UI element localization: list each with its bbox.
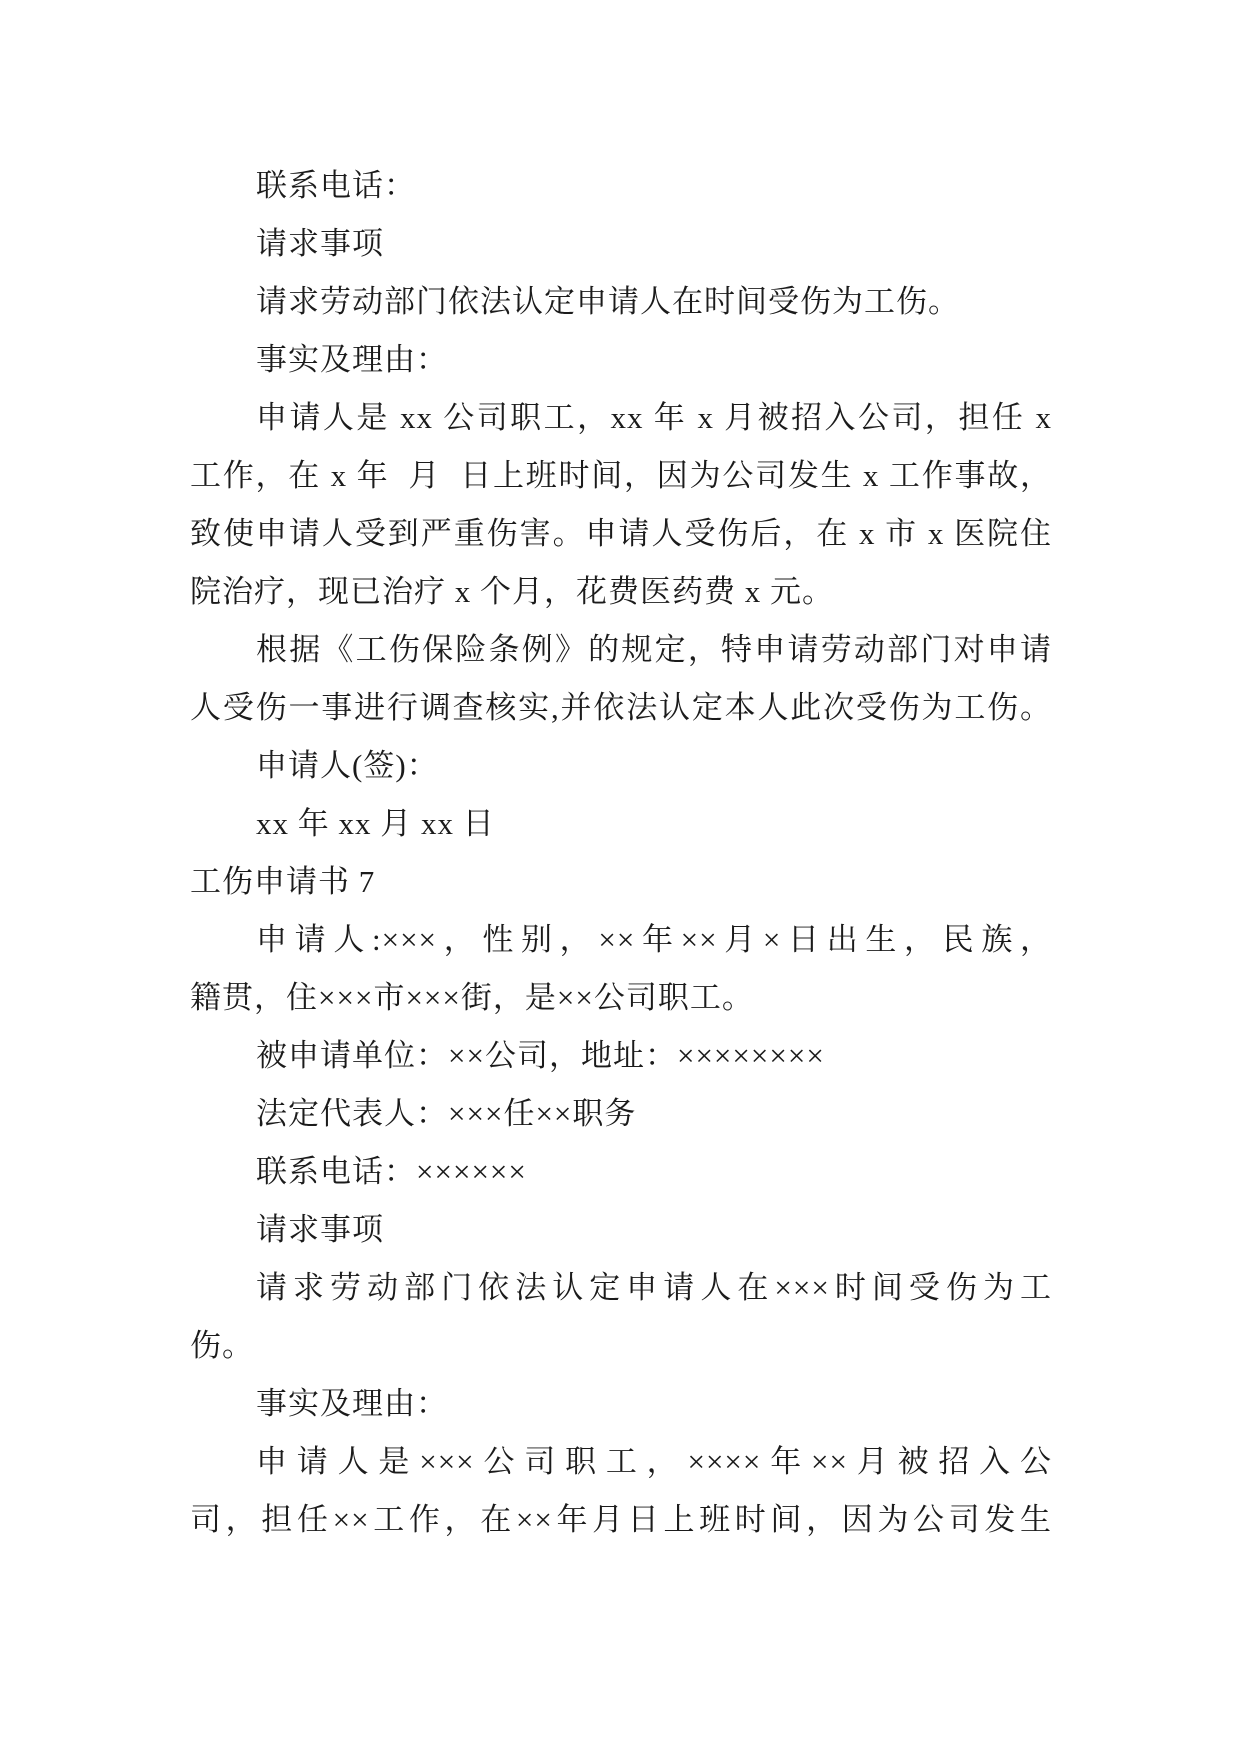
date-line: xx 年 xx 月 xx 日 (256, 806, 495, 841)
document-body (190, 157, 1052, 1549)
contact-phone-line: 联系电话：×××××× (256, 1154, 527, 1189)
section-heading: 工伤申请书 7 (190, 864, 376, 899)
applicant-info-line: 籍贯，住×××市×××街，是××公司职工。 (190, 980, 754, 1015)
facts-reasons-heading: 事实及理由： (256, 1386, 448, 1421)
request-text-line: 伤。 (190, 1328, 254, 1363)
applicant-signature-line: 申请人(签)： (256, 748, 439, 783)
facts-paragraph-line: 院治疗，现已治疗 x 个月，花费医药费 x 元。 (190, 574, 834, 609)
facts-paragraph-line: 申请人是 xx 公司职工，xx 年 x 月被招入公司，担任 x (256, 400, 1052, 435)
request-items-heading: 请求事项 (256, 1212, 384, 1247)
facts-reasons-heading: 事实及理由： (256, 342, 448, 377)
regulation-paragraph-line: 人受伤一事进行调查核实,并依法认定本人此次受伤为工伤。 (190, 690, 1052, 725)
facts-paragraph-line: 司，担任××工作，在××年月日上班时间，因为公司发生 (190, 1502, 1052, 1537)
applicant-info-line: 申请人:×××，性别，××年××月×日出生，民族， (256, 922, 1052, 957)
request-text-line: 请求劳动部门依法认定申请人在时间受伤为工伤。 (256, 284, 960, 319)
respondent-unit-line: 被申请单位：××公司，地址：×××××××× (256, 1038, 825, 1073)
facts-paragraph-line: 工作，在 x 年 月 日上班时间，因为公司发生 x 工作事故， (190, 458, 1052, 493)
contact-phone-line: 联系电话： (256, 168, 416, 203)
request-items-heading: 请求事项 (256, 226, 384, 261)
facts-paragraph-line: 申请人是×××公司职工，××××年××月被招入公 (256, 1444, 1052, 1479)
request-text-line: 请求劳动部门依法认定申请人在×××时间受伤为工 (256, 1270, 1052, 1305)
facts-paragraph-line: 致使申请人受到严重伤害。申请人受伤后，在 x 市 x 医院住 (190, 516, 1052, 551)
legal-representative-line: 法定代表人：×××任××职务 (256, 1096, 637, 1131)
regulation-paragraph-line: 根据《工伤保险条例》的规定，特申请劳动部门对申请 (256, 632, 1052, 667)
